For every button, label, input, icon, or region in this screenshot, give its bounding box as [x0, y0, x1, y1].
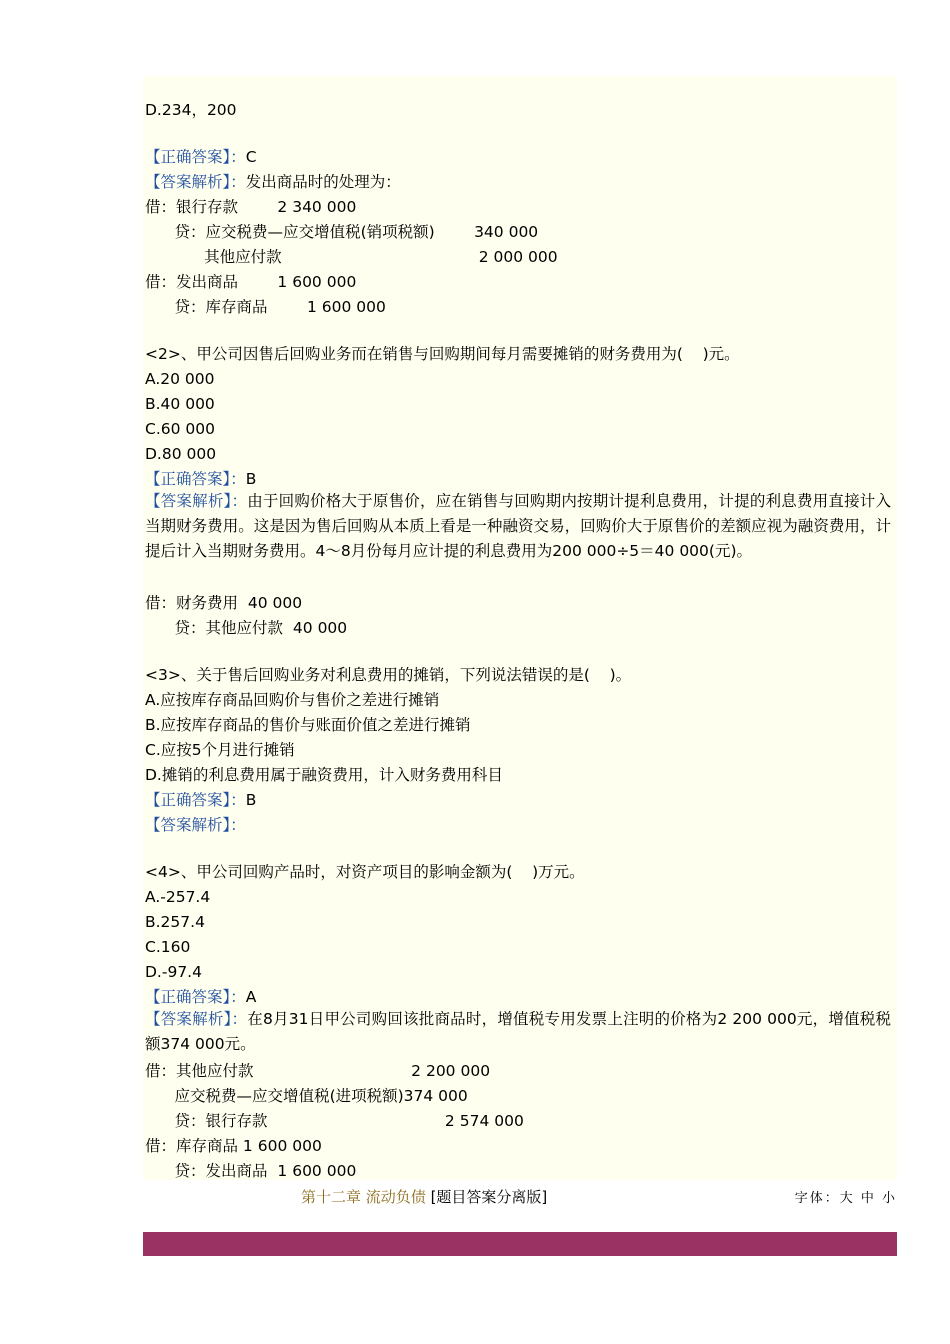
text-line-l19	[145, 690, 439, 710]
text-line-l2	[145, 147, 257, 167]
answer-label: 【正确答案】：	[145, 148, 246, 166]
text-line-l11	[145, 394, 215, 414]
text-line-l10	[145, 369, 215, 389]
answer-label: 【答案解析】：	[145, 816, 246, 834]
line-text: D.摊销的利息费用属于融资费用，计入财务费用科目	[145, 766, 503, 784]
text-line-l16	[145, 593, 302, 613]
text-line-l23	[145, 790, 256, 810]
text-line-l24	[145, 815, 246, 835]
text-line-l9	[145, 344, 740, 364]
chapter-name: 第十二章 流动负债	[301, 1188, 426, 1206]
line-text: <3>、关于售后回购业务对利息费用的摊销，下列说法错误的是( )。	[145, 666, 632, 684]
answer-label: 【正确答案】：	[145, 988, 246, 1006]
line-text: 贷：银行存款 2 574 000	[145, 1112, 524, 1130]
text-line-l22	[145, 765, 503, 785]
text-line-l13	[145, 444, 216, 464]
answer-label: 【正确答案】：	[145, 470, 246, 488]
text-line-l35	[145, 1136, 322, 1156]
line-text: 发出商品时的处理为：	[245, 173, 401, 191]
text-line-l33	[145, 1086, 468, 1106]
text-line-l34	[145, 1111, 524, 1131]
text-line-l27	[145, 912, 205, 932]
line-text: B.40 000	[145, 395, 215, 413]
footer-bar	[143, 1232, 897, 1256]
font-size-selector[interactable]: 字体：大 中 小	[794, 1191, 897, 1206]
text-line-l4	[145, 197, 356, 217]
line-text: 借：库存商品 1 600 000	[145, 1137, 322, 1155]
line-text: 贷：应交税费—应交增值税(销项税额) 340 000	[145, 223, 539, 241]
text-line-l36	[145, 1161, 356, 1181]
text-line-l21	[145, 740, 295, 760]
line-text: C.60 000	[145, 420, 215, 438]
line-text: D.-97.4	[145, 963, 202, 981]
line-text: B	[245, 791, 257, 809]
text-line-l1	[145, 100, 237, 120]
line-text: C	[245, 148, 257, 166]
text-line-l30	[145, 987, 256, 1007]
text-line-l3	[145, 172, 401, 192]
line-text: 其他应付款 2 000 000	[145, 248, 558, 266]
line-text: 贷：发出商品 1 600 000	[145, 1162, 357, 1180]
line-text: 借：其他应付款 2 200 000	[145, 1062, 491, 1080]
line-text: A	[245, 988, 257, 1006]
document-body	[143, 76, 897, 1180]
text-line-l8	[145, 297, 386, 317]
line-text: C.应按5个月进行摊销	[145, 741, 295, 759]
text-line-l25	[145, 862, 585, 882]
answer-label: 【答案解析】：	[145, 1010, 248, 1028]
text-line-l14	[145, 469, 256, 489]
line-text: <2>、甲公司因售后回购业务而在销售与回购期间每月需要摊销的财务费用为( )元。	[145, 345, 740, 363]
answer-label: 【答案解析】：	[145, 173, 246, 191]
version-label: [题目答案分离版]	[430, 1188, 548, 1206]
text-line-l7	[145, 272, 356, 292]
text-line-l28	[145, 937, 190, 957]
text-line-l5	[145, 222, 538, 242]
line-text: 在8月31日甲公司购回该批商品时，增值税专用发票上注明的价格为2 200 000元，增值税税额374 000元。	[145, 1010, 891, 1053]
line-text: B	[245, 470, 257, 488]
line-text: 借：财务费用 40 000	[145, 594, 303, 612]
line-text: 借：银行存款 2 340 000	[145, 198, 357, 216]
page-footer	[143, 1186, 897, 1206]
text-line-l17	[145, 618, 347, 638]
line-text: A.-257.4	[145, 888, 211, 906]
text-line-l20	[145, 715, 471, 735]
text-line-l31	[145, 1007, 891, 1057]
line-text: 贷：库存商品 1 600 000	[145, 298, 386, 316]
chapter-title	[301, 1186, 547, 1207]
line-text: 借：发出商品 1 600 000	[145, 273, 357, 291]
line-text: D.234，200	[145, 101, 237, 119]
line-text: <4>、甲公司回购产品时，对资产项目的影响金额为( )万元。	[145, 863, 585, 881]
text-line-l32	[145, 1061, 490, 1081]
line-text: B.257.4	[145, 913, 205, 931]
line-text: A.应按库存商品回购价与售价之差进行摊销	[145, 691, 440, 709]
text-line-l15	[145, 489, 891, 564]
text-line-l6	[145, 247, 558, 267]
text-line-l29	[145, 962, 202, 982]
answer-label: 【答案解析】：	[145, 492, 248, 510]
line-text: B.应按库存商品的售价与账面价值之差进行摊销	[145, 716, 471, 734]
answer-label: 【正确答案】：	[145, 791, 246, 809]
text-line-l18	[145, 665, 631, 685]
line-text: D.80 000	[145, 445, 217, 463]
line-text: C.160	[145, 938, 191, 956]
line-text: 应交税费—应交增值税(进项税额)374 000	[145, 1087, 468, 1105]
line-text: 由于回购价格大于原售价，应在销售与回购期内按期计提利息费用，计提的利息费用直接计入当期财务费用。这是因为售后回购从本质上看是一种融资交易，回购价大于原售价的差额应视为融资费用，计提后计入当期财务费用。4～8月份每月应计提的利息费用为200 000÷5＝40 000(元)。	[145, 492, 891, 560]
line-text: 贷：其他应付款 40 000	[145, 619, 348, 637]
line-text: A.20 000	[145, 370, 215, 388]
text-line-l12	[145, 419, 215, 439]
text-line-l26	[145, 887, 210, 907]
